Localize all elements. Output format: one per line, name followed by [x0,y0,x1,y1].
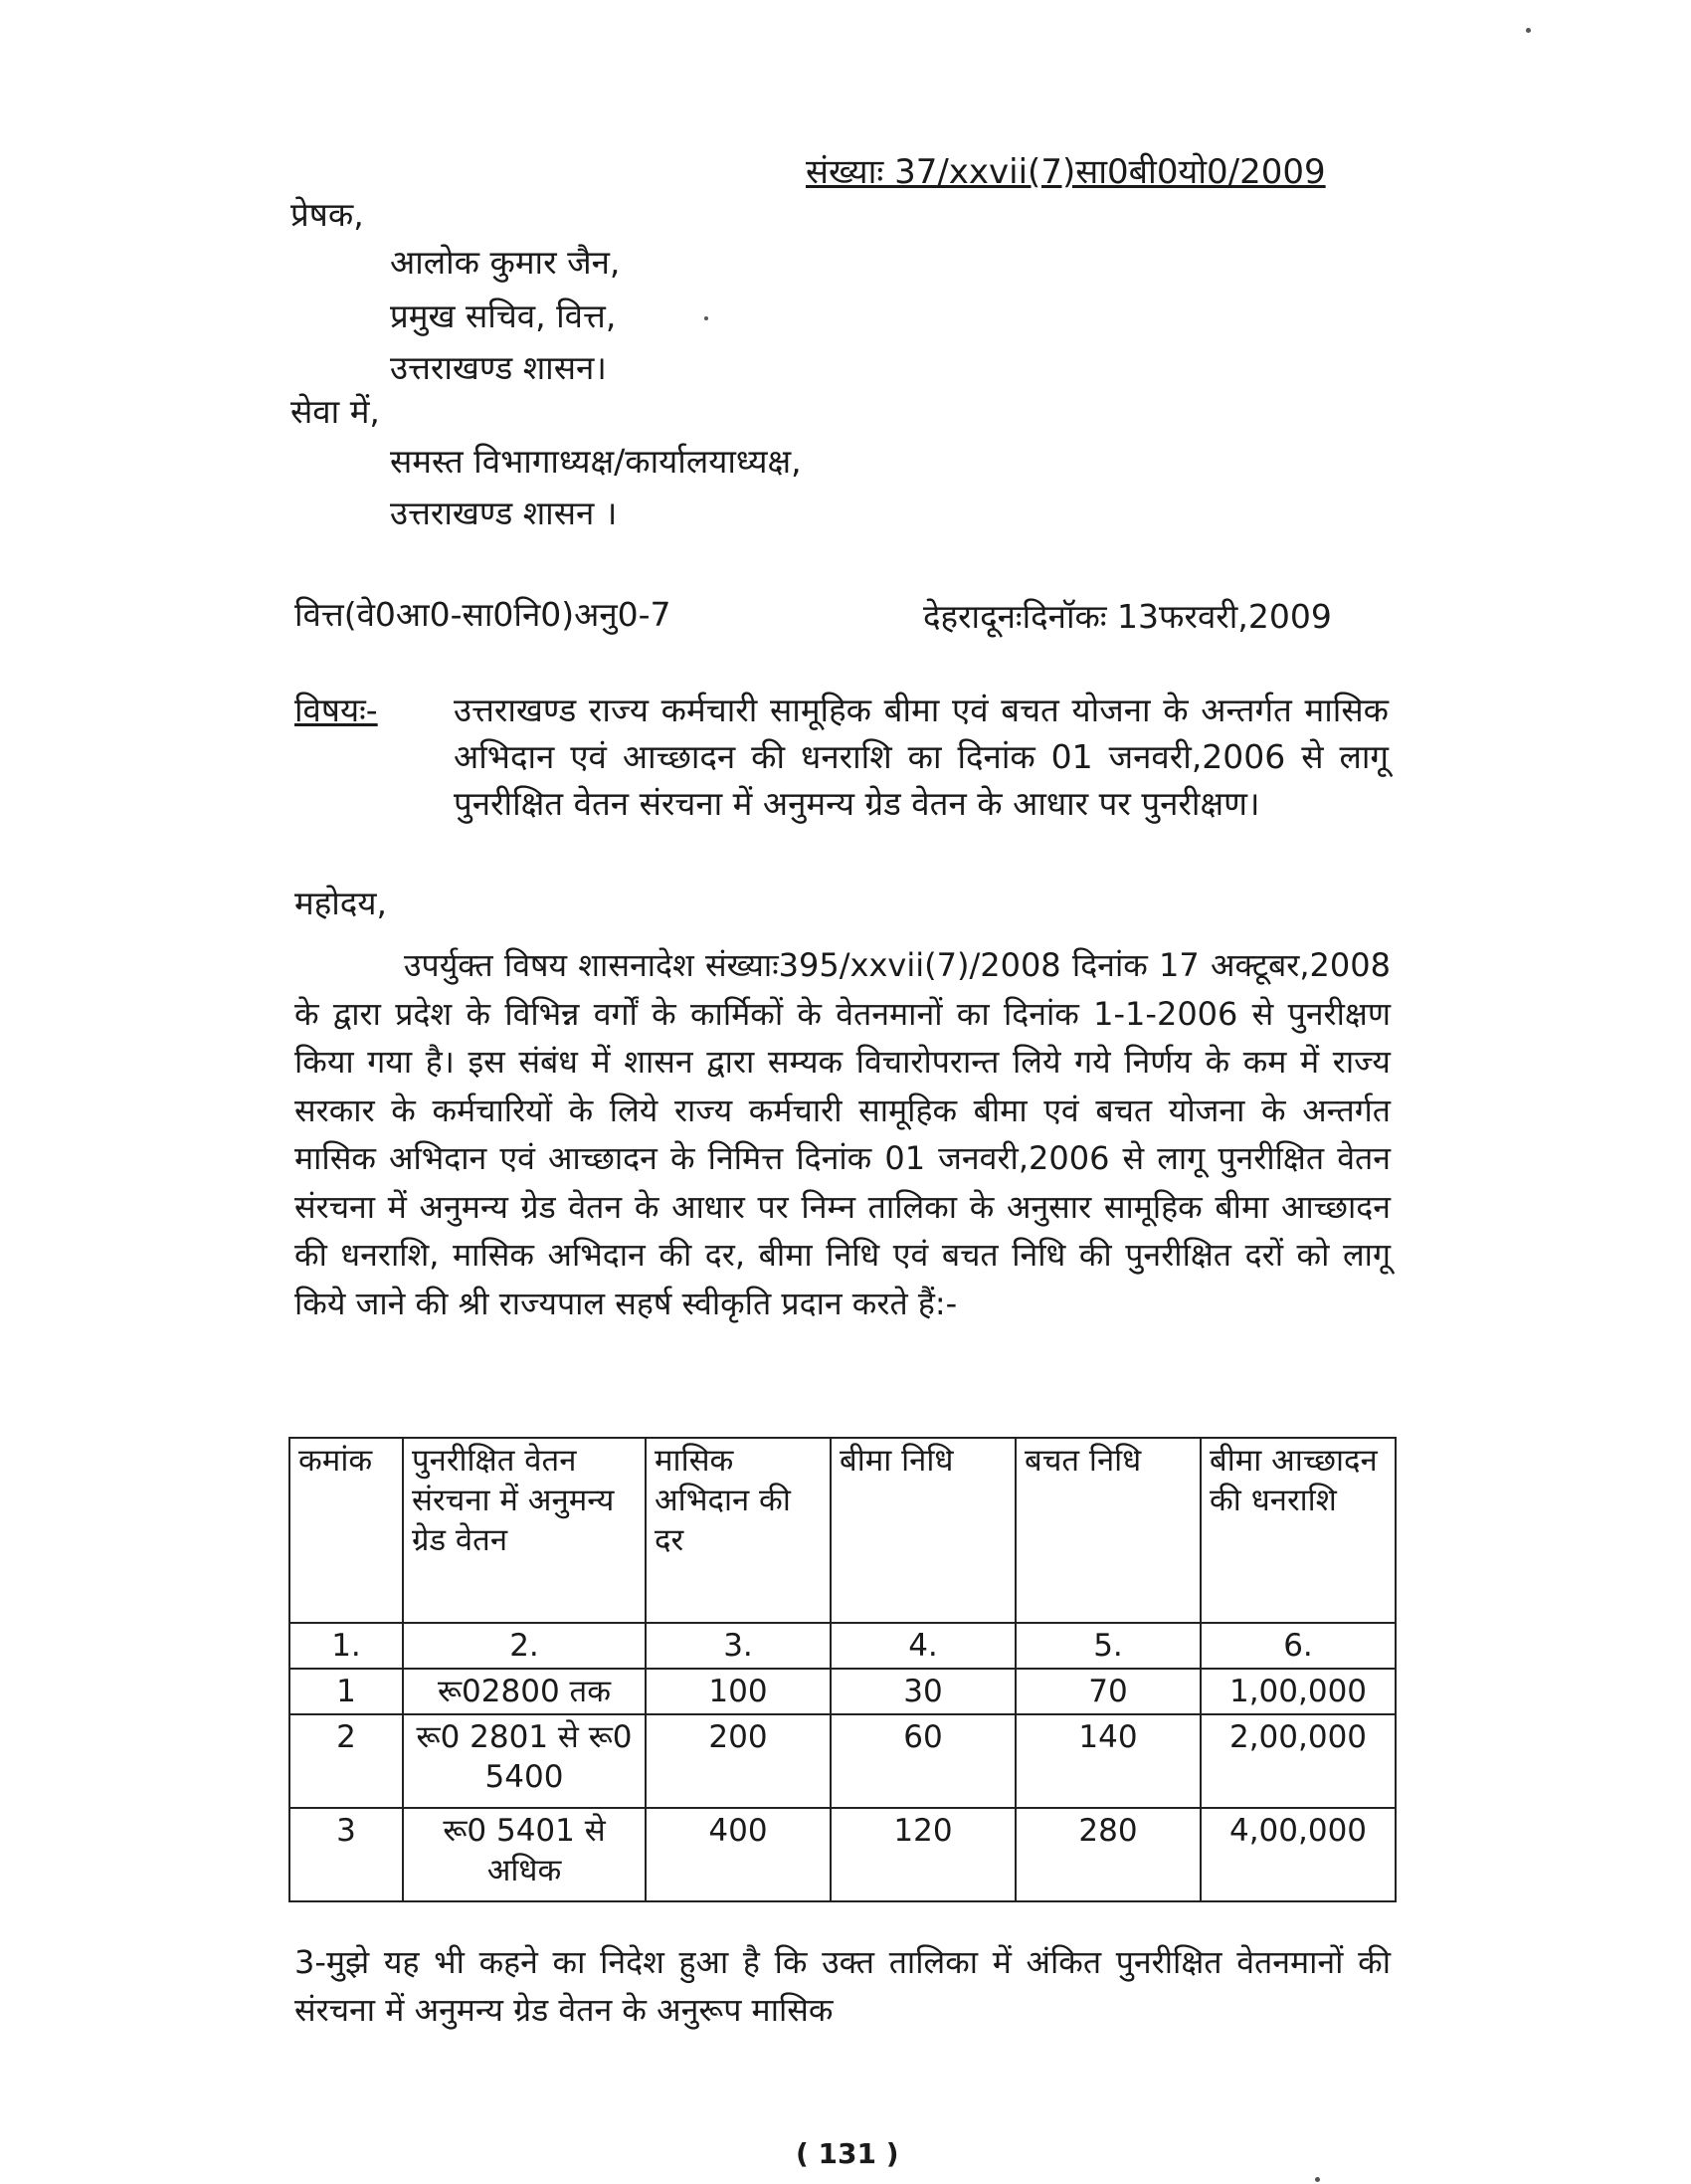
page-number: ( 131 ) [796,2137,899,2170]
row-insurance-cover: 2,00,000 [1201,1714,1396,1808]
header-monthly-contribution: मासिक अभिदान की दर [646,1438,831,1623]
row-insurance-cover: 4,00,000 [1201,1808,1396,1901]
scan-speck [1526,28,1531,33]
row-serial: 3 [289,1808,403,1901]
row-serial: 2 [289,1714,403,1808]
row-savings-fund: 70 [1016,1669,1201,1714]
table-row [289,1808,1396,1901]
recipient-line-2: उत्तराखण्ड शासन । [390,494,618,532]
rates-table [288,1437,1397,1902]
row-insurance-fund: 30 [831,1669,1016,1714]
header-savings-fund: बचत निधि [1016,1438,1201,1623]
row-monthly-contribution: 200 [646,1714,831,1808]
recipient-label: सेवा में, [290,392,380,431]
sender-name: आलोक कुमार जैन, [390,243,621,282]
recipient-line-1: समस्त विभागाध्यक्ष/कार्यालयाध्यक्ष, [390,442,802,481]
column-number: 1. [289,1623,403,1669]
salutation: महोदय, [294,884,387,922]
row-monthly-contribution: 400 [646,1808,831,1901]
table-row [289,1714,1396,1808]
column-number: 5. [1016,1623,1201,1669]
place-date: देहरादूनःदिनॉकः 13फरवरी,2009 [923,597,1332,636]
header-serial: कमांक [289,1438,403,1623]
column-number: 2. [403,1623,646,1669]
column-number: 3. [646,1623,831,1669]
row-grade-pay: रू0 5401 से अधिक [403,1808,646,1901]
row-insurance-cover: 1,00,000 [1201,1669,1396,1714]
column-number: 6. [1201,1623,1396,1669]
sender-label: प्रेषक, [290,195,364,234]
reference-number: संख्याः 37/xxvii(7)सा0बी0यो0/2009 [806,152,1326,192]
body-paragraph: उपर्युक्त विषय शासनादेश संख्याः395/xxvii(7)/2008 दिनांक 17 अक्टूबर,2008 के द्वारा प्रदेश के विभिन्न वर्गों के कार्मिकों के वेतनमानों का दिनांक 1-1-2006 से पुनरीक्षण किया गया है। इस संबंध में शासन द्वारा सम्यक विचारोपरान्त लिये गये निर्णय के कम में राज्य सरकार के कर्मचारियों के लिये राज्य कर्मचारी सामूहिक बीमा एवं बचत योजना के अन्तर्गत मासिक अभिदान एवं आच्छादन के निमित्त दिनांक 01 जनवरी,2006 से लागू पुनरीक्षित वेतन संरचना में अनुमन्य ग्रेड वेतन के आधार पर निम्न तालिका के अनुसार सामूहिक बीमा आच्छादन की धनराशि, मासिक अभिदान की दर, बीमा निधि एवं बचत निधि की पुनरीक्षित दरों को लागू किये जाने की श्री राज्यपाल सहर्ष स्वीकृति प्रदान करते हैं:- [294,946,1391,1322]
section-reference: वित्त(वे0आ0-सा0नि0)अनु0-7 [294,595,671,634]
sender-designation: प्रमुख सचिव, वित्त, [390,297,617,335]
table-row [289,1669,1396,1714]
table-header-row [289,1438,1396,1623]
row-grade-pay: रू02800 तक [403,1669,646,1714]
sender-office: उत्तराखण्ड शासन। [390,348,607,387]
row-grade-pay: रू0 2801 से रू0 5400 [403,1714,646,1808]
row-savings-fund: 140 [1016,1714,1201,1808]
subject-text: उत्तराखण्ड राज्य कर्मचारी सामूहिक बीमा एवं बचत योजना के अन्तर्गत मासिक अभिदान एवं आच्छादन की धनराशि का दिनांक 01 जनवरी,2006 से लागू पुनरीक्षित वेतन संरचना में अनुमन्य ग्रेड वेतन के आधार पर पुनरीक्षण। [454,691,1389,823]
column-number: 4. [831,1623,1016,1669]
paragraph-3: 3-मुझे यह भी कहने का निदेश हुआ है कि उक्त तालिका में अंकित पुनरीक्षित वेतनमानों की संरचना में अनुमन्य ग्रेड वेतन के अनुरूप मासिक [294,1943,1391,2029]
header-insurance-fund: बीमा निधि [831,1438,1016,1623]
row-monthly-contribution: 100 [646,1669,831,1714]
row-savings-fund: 280 [1016,1808,1201,1901]
row-insurance-fund: 60 [831,1714,1016,1808]
row-serial: 1 [289,1669,403,1714]
header-insurance-cover: बीमा आच्छादन की धनराशि [1201,1438,1396,1623]
subject-label: विषयः- [294,691,378,729]
table-numbering-row [289,1623,1396,1669]
header-grade-pay: पुनरीक्षित वेतन संरचना में अनुमन्य ग्रेड वेतन [403,1438,646,1623]
row-insurance-fund: 120 [831,1808,1016,1901]
scan-speck [1315,2177,1320,2182]
scan-speck [704,316,708,320]
